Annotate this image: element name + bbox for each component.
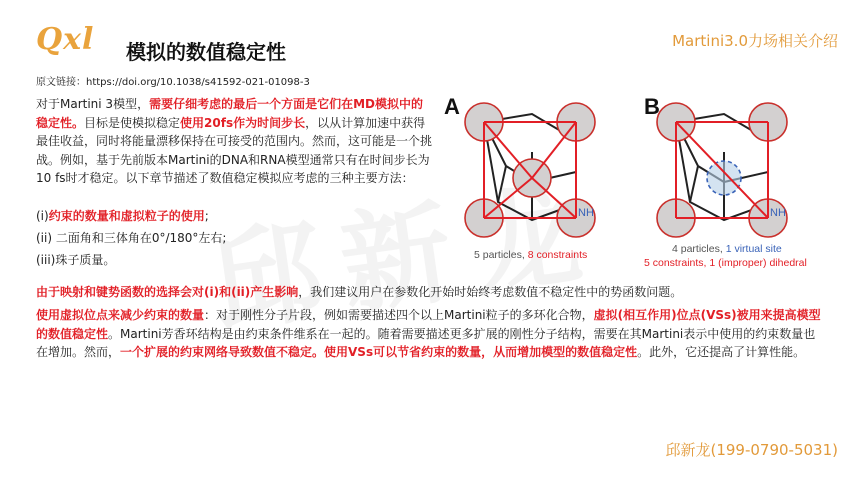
panel-a-molecule (465, 103, 595, 237)
page-title: 模拟的数值稳定性 (126, 40, 286, 64)
para3-s1: 使用虚拟位点来减少约束的数量 (36, 308, 205, 322)
caption-a-gray: 5 particles, (474, 249, 528, 261)
logo-text: Qxl (36, 22, 95, 57)
para1-s5: ，以从计算加速中获得最佳收益，同时将能量漂移保持在可接受的范围内。然而，这可能是一个挑战。例如，基于先前版本Martini的DNA和RNA模型通常只有在时间步长为10 fs时才稳定。以下章节描述了数值稳定模拟应考虑的三种主要方法： (36, 115, 433, 185)
logo (36, 22, 108, 66)
intro-paragraph (36, 95, 434, 188)
para2-s2: ，我们建议用户在参数化开始时始终考虑数值不稳定性中的势函数问题。 (298, 285, 683, 299)
topic-label: Martini3.0力场相关介绍 (672, 32, 838, 50)
para1-s2: 需要仔细考虑的最后一个方面是它们在MD模拟中的稳定性。 (36, 97, 423, 130)
list-item: (iii)珠子质量。 (36, 253, 116, 267)
item1-suffix: ; (204, 209, 209, 223)
methods-list (36, 205, 434, 271)
para1-s3: 目标是使模拟稳定 (84, 115, 181, 130)
panel-a-nh: NH (578, 207, 594, 219)
panel-b-label: B (644, 94, 660, 119)
author-contact: 邱新龙(199-0790-5031) (665, 441, 838, 459)
caption-b2: 5 constraints, 1 (improper) dihedral (644, 257, 807, 269)
caption-a-red: 8 constraints (527, 249, 588, 261)
source-link (36, 73, 310, 88)
virtual-site (707, 161, 741, 195)
caption-b1 (672, 243, 782, 255)
item1-prefix: (i) (36, 209, 49, 223)
caption-b1-gray: 4 particles, (672, 243, 726, 255)
panel-b-nh: NH (770, 207, 786, 219)
caption-a (474, 249, 587, 261)
panel-b-molecule (657, 103, 787, 237)
item1-text: 约束的数量和虚拟粒子的使用 (48, 209, 205, 223)
list-item: (ii) 二面角和三体角在0°/180°左右; (36, 231, 227, 245)
para3-s2: ：对于刚性分子片段，例如需要描述四个以上Martini粒子的多环化合物， (204, 308, 594, 322)
para3-s3: 虚拟(相互作用)位点(VSs)被用来提高模型的数值稳定性 (36, 308, 821, 341)
figure-svg (444, 92, 828, 272)
para3-s6: 。此外，它还提高了计算性能。 (637, 345, 806, 359)
mapping-paragraph (36, 283, 826, 302)
virtual-sites-paragraph (36, 306, 826, 362)
source-label: 原文链接： (36, 77, 86, 88)
figure-coarse-grain-models (444, 92, 828, 272)
para2-s1: 由于映射和键势函数的选择会对(i)和(ii)产生影响 (36, 285, 299, 299)
caption-b1-blue: 1 virtual site (725, 243, 782, 255)
para3-s5: 一个扩展的约束网络导致数值不稳定。使用VSs可以节省约束的数量，从而增加模型的数值稳定性 (120, 345, 638, 359)
panel-a-label: A (444, 94, 460, 119)
para1-s4: 使用20fs作为时间步长 (180, 115, 306, 130)
list-item (36, 205, 434, 227)
source-url[interactable]: https://doi.org/10.1038/s41592-021-01098-3 (86, 77, 310, 88)
para3-s4: 。Martini芳香环结构是由约束条件维系在一起的。随着需要描述更多扩展的刚性分子结构，需要在其Martini表示中使用的约束数量也在增加。然而， (36, 326, 816, 359)
para1-s1: 对于Martini 3模型， (36, 97, 150, 111)
